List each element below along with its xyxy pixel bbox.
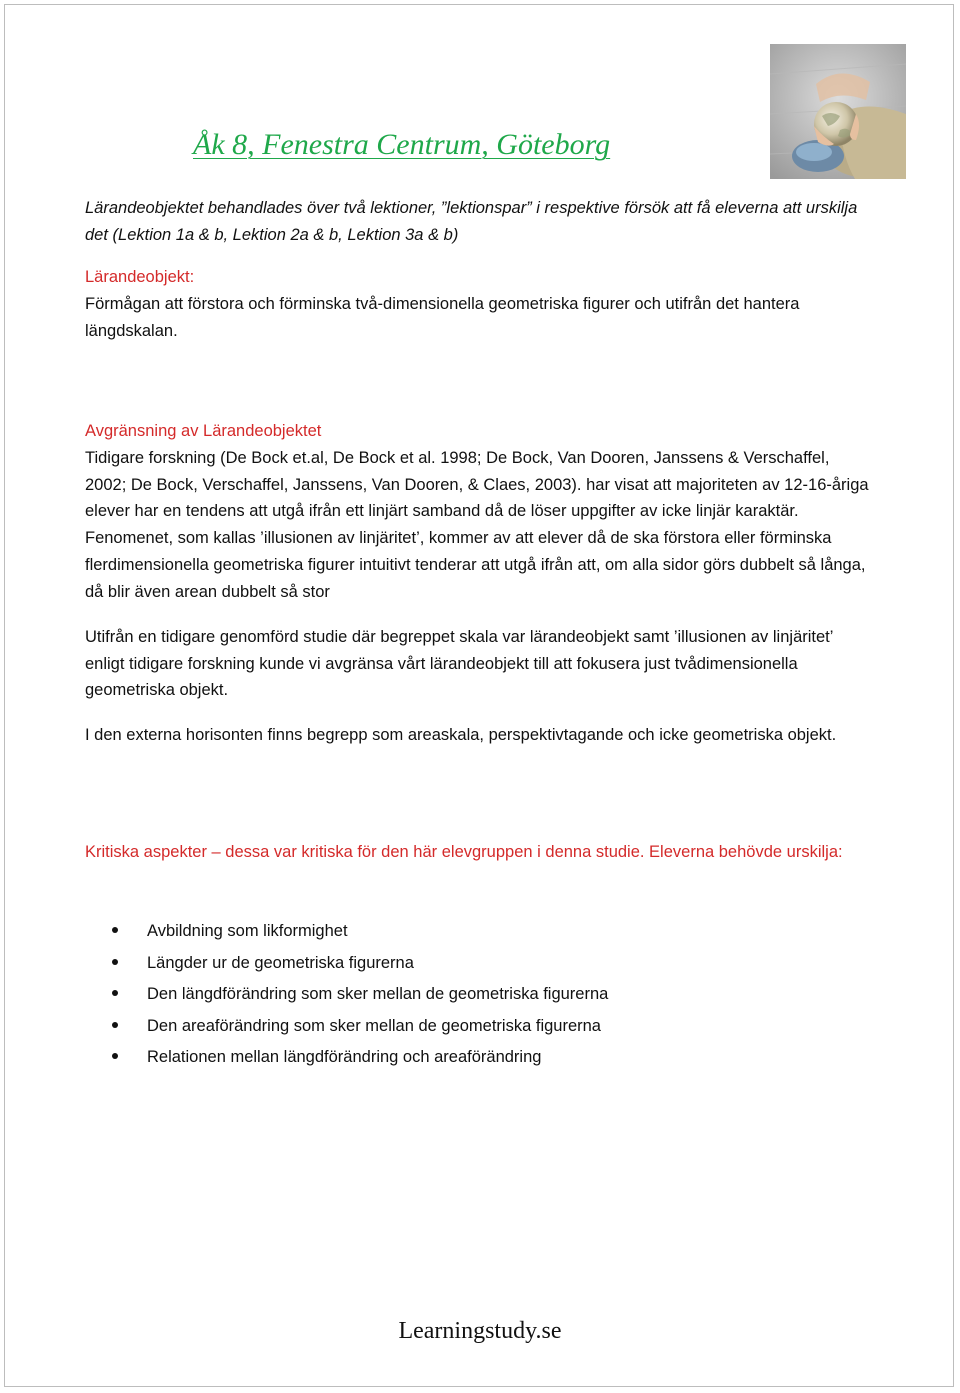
bullet-icon: [112, 959, 118, 965]
external-horizon-paragraph: I den externa horisonten finns begrepp som areaskala, perspektivtagande och icke geometriska objekt.: [85, 726, 837, 744]
bullet-icon: [112, 1022, 118, 1028]
list-item-text: Längder ur de geometriska figurerna: [147, 953, 414, 972]
list-item-text: Den areaförändring som sker mellan de geometriska figurerna: [147, 1016, 601, 1035]
footer-site-name: Learningstudy.se: [398, 1318, 562, 1344]
scope-heading: Avgränsning av Lärandeobjektet: [85, 422, 322, 440]
critical-aspects-heading: Kritiska aspekter – dessa var kritiska för den här elevgruppen i denna studie. Eleverna behövde urskilja:: [85, 843, 843, 861]
study-paragraph: Utifrån en tidigare genomförd studie där begreppet skala var lärandeobjekt samt ’illusionen av linjäritet’ enligt tidigare forskning kunde vi avgränsa vårt lärandeobjekt till att fokusera just tvådimensionella geometriska objekt.: [85, 628, 833, 700]
intro-text: Lärandeobjektet behandlades över två lektioner, ”lektionspar” i respektive försök att få eleverna att urskilja det (Lektion 1a & b, Lektion 2a & b, Lektion 3a & b): [85, 199, 858, 244]
list-item: [112, 918, 608, 950]
list-item: [112, 950, 608, 982]
header-photo: [770, 44, 906, 179]
list-item-text: Relationen mellan längdförändring och areaförändring: [147, 1048, 542, 1066]
learning-objective-label: Lärandeobjekt:: [85, 268, 195, 286]
page-title: Åk 8, Fenestra Centrum, Göteborg: [193, 128, 611, 161]
list-item-text: Avbildning som likformighet: [147, 922, 348, 940]
scope-text: Tidigare forskning (De Bock et.al, De Bock et al. 1998; De Bock, Van Dooren, Janssens & Verschaffel, 2002; De Bock, Verschaffel, Janssens, Van Dooren, & Claes, 2003). har visat att majoriteten av 12-16-åriga elever har en tendens att utgå ifrån ett linjärt samband då de löser uppgifter av icke linjär karaktär. Fenomenet, som kallas ’illusionen av linjäritet’, kommer av att elever då de ska förstora eller förminska flerdimensionella geometriska figurer intuitivt tenderar att utgå ifrån att, om alla sidor görs dubbelt så långa, då blir även arean dubbelt så stor: [85, 449, 869, 601]
list-item: [112, 1044, 608, 1076]
learning-objective-text: Förmågan att förstora och förminska två-dimensionella geometriska figurer och utifrån det hantera längdskalan.: [85, 295, 800, 340]
list-item: [112, 1013, 608, 1045]
child-holding-globe-image: [770, 44, 906, 179]
bullet-icon: [112, 990, 118, 996]
bullet-icon: [112, 927, 118, 933]
bullet-icon: [112, 1053, 118, 1059]
critical-aspects-list: [112, 918, 608, 1076]
list-item-text: Den längdförändring som sker mellan de geometriska figurerna: [147, 985, 609, 1003]
list-item: [112, 981, 608, 1013]
